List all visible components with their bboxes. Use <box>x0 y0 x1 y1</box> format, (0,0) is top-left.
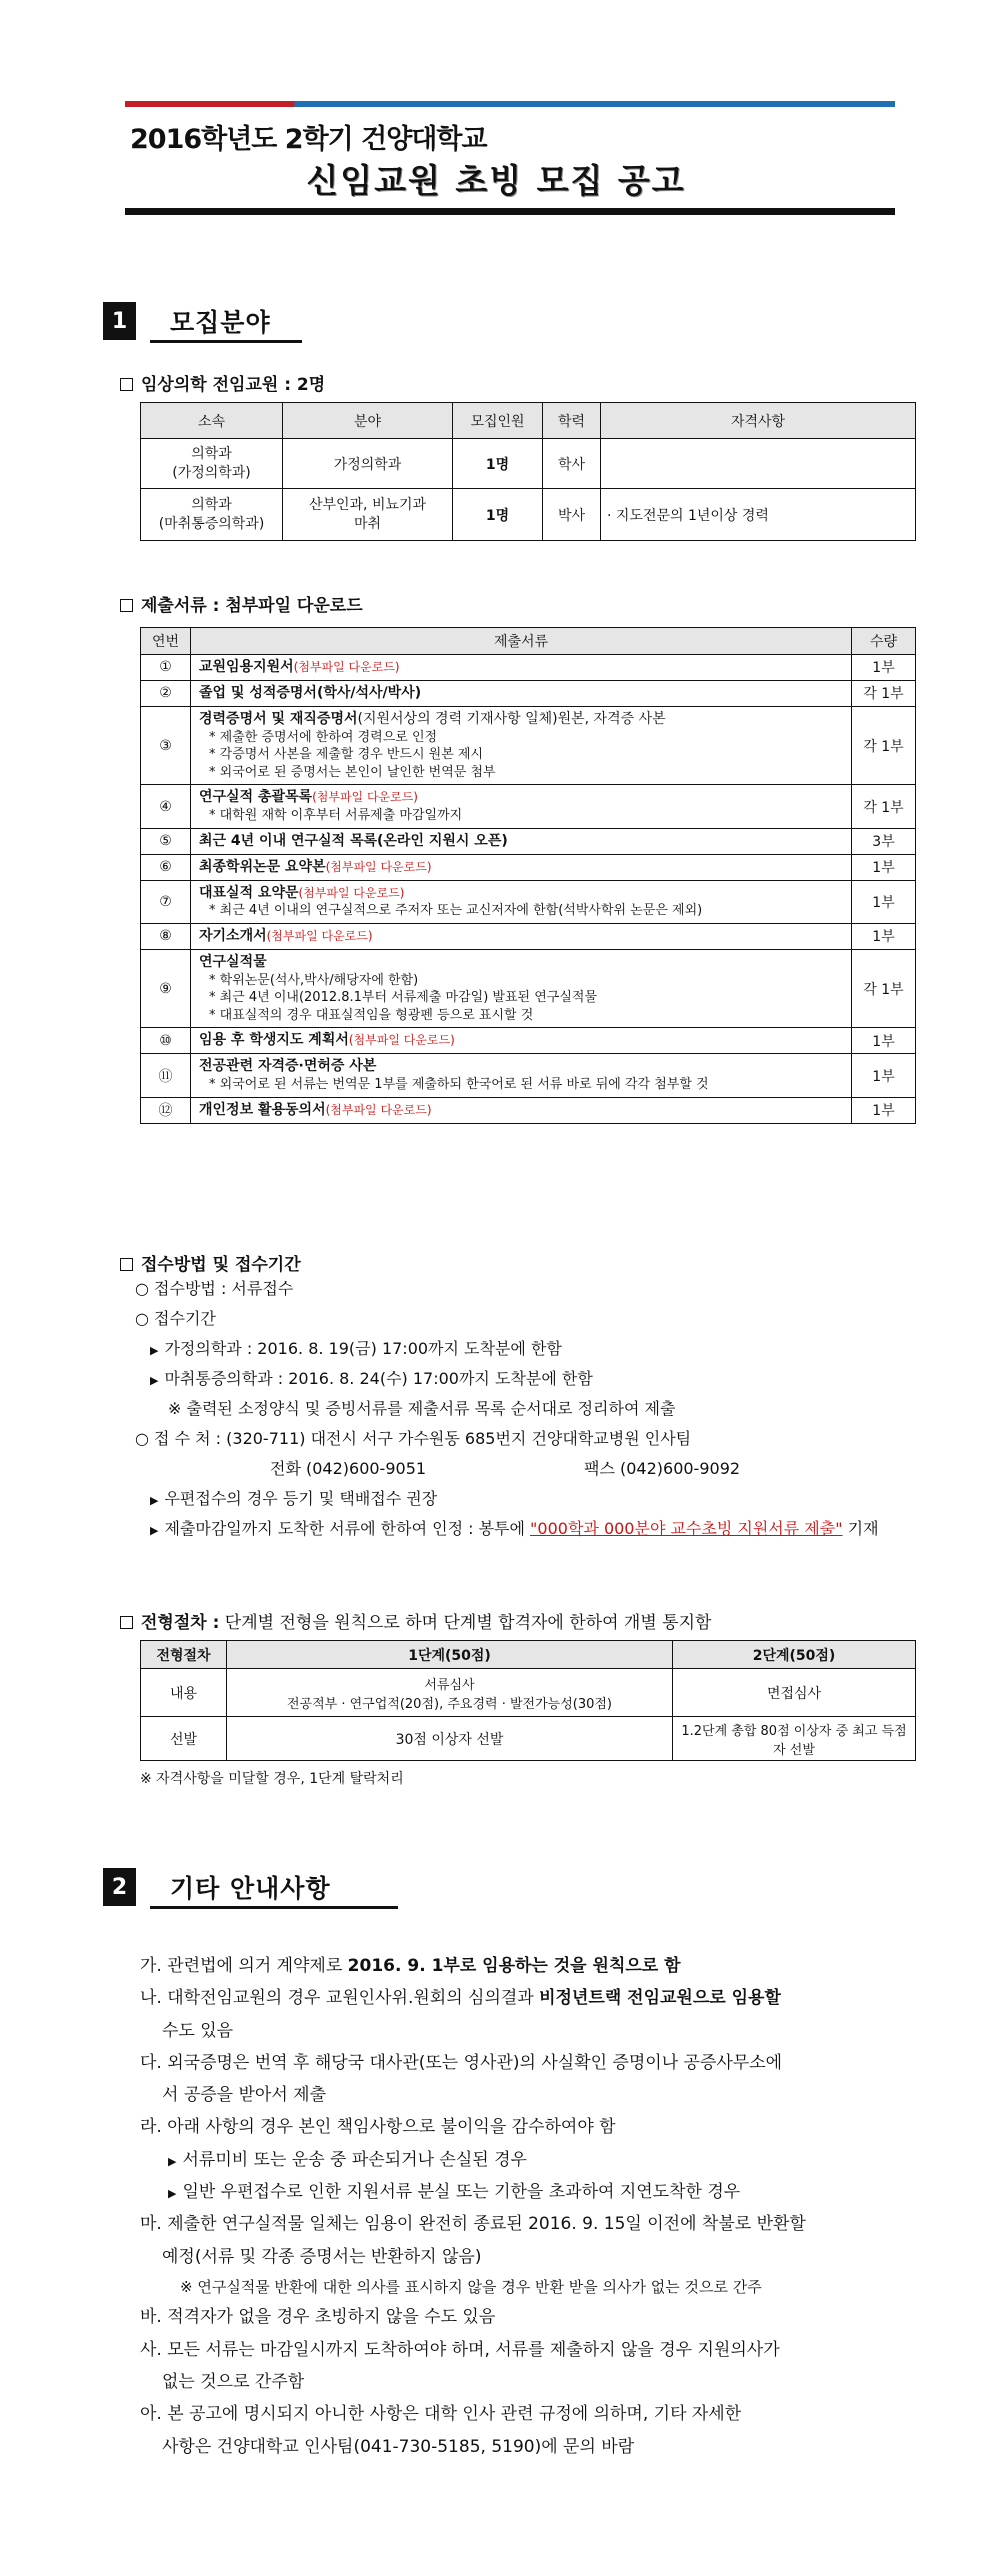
doc-title: 최근 4년 이내 연구실적 목록(온라인 지원시 오픈) <box>199 832 508 849</box>
etc-item-sa: 사. 모든 서류는 마감일시까지 도착하여야 하며, 서류를 제출하지 않을 경우 지원의사가 <box>140 2339 780 2360</box>
col-header: 모집인원 <box>453 403 543 439</box>
apply-period-note: ※ 출력된 소정양식 및 증빙서류를 제출서류 목록 순서대로 정리하여 제출 <box>168 1399 676 1418</box>
header-top-bar <box>125 101 895 107</box>
doc-title: 자기소개서 <box>199 927 267 944</box>
row-number: ⑤ <box>141 828 191 854</box>
doc-note: * 대표실적의 경우 대표실적임을 형광펜 등으로 표시할 것 <box>209 1007 534 1023</box>
doc-title: 전공관련 자격증·면허증 사본 <box>199 1058 377 1075</box>
apply-period-1: ▶ 가정의학과 : 2016. 8. 19(금) 17:00까지 도착분에 한함 <box>150 1339 562 1358</box>
doc-note: * 각증명서 사본을 제출할 경우 반드시 원본 제시 <box>209 747 484 763</box>
table-row <box>141 923 916 949</box>
doc-title: 개인정보 활용동의서 <box>199 1101 326 1118</box>
etc-item-a: 아. 본 공고에 명시되지 아니한 사항은 대학 인사 관련 규정에 의하며, 기타 자세한 <box>140 2404 742 2425</box>
recruit-heading: 임상의학 전임교원 : 2명 <box>120 370 325 395</box>
download-link[interactable]: (첨부파일 다운로드) <box>312 790 418 805</box>
download-link[interactable]: (첨부파일 다운로드) <box>293 660 400 674</box>
table-cell: 1명 <box>453 439 543 489</box>
triangle-bullet-icon: ▶ <box>150 1344 159 1357</box>
etc-item-ra: 라. 아래 사항의 경우 본인 책임사항으로 불이익을 감수하여야 함 <box>140 2117 616 2138</box>
doc-note: * 제출한 증명서에 한하여 경력으로 인정 <box>209 729 438 745</box>
table-row <box>141 706 916 785</box>
apply-fax: 팩스 (042)600-9092 <box>584 1459 741 1478</box>
docs-table <box>140 627 916 1124</box>
triangle-bullet-icon: ▶ <box>150 1524 159 1537</box>
row-number: ⑩ <box>141 1028 191 1054</box>
doc-quantity: 각 1부 <box>852 706 916 785</box>
doc-quantity: 1부 <box>852 1054 916 1097</box>
triangle-bullet-icon: ▶ <box>150 1374 159 1387</box>
etc-item-ma-cont: 예정(서류 및 각종 증명서는 반환하지 않음) <box>162 2246 482 2267</box>
apply-period-2: ▶ 마취통증의학과 : 2016. 8. 24(수) 17:00까지 도착분에 한함 <box>150 1369 593 1388</box>
doc-quantity: 1부 <box>852 1097 916 1123</box>
doc-quantity: 1부 <box>852 880 916 923</box>
table-row <box>141 1097 916 1123</box>
table-row <box>141 680 916 706</box>
table-cell: 학사 <box>543 439 601 489</box>
table-cell: 가정의학과 <box>283 439 453 489</box>
table-cell: 1명 <box>453 489 543 541</box>
doc-title: 연구실적 총괄목록 <box>199 789 313 806</box>
etc-item-da-cont: 서 공증을 받아서 제출 <box>162 2085 327 2106</box>
download-link[interactable]: (첨부파일 다운로드) <box>325 1102 432 1117</box>
doc-quantity: 1부 <box>852 655 916 681</box>
doc-extra: (지원서상의 경력 기재사항 일체)원본, 자격증 사본 <box>357 710 666 727</box>
doc-quantity: 1부 <box>852 923 916 949</box>
row-number: ② <box>141 680 191 706</box>
doc-item <box>191 680 852 706</box>
process-heading: 전형절차 : 단계별 전형을 원칙으로 하며 단계별 합격자에 한하여 개별 통지함 <box>120 1608 711 1633</box>
etc-item-da: 다. 외국증명은 번역 후 해당국 대사관(또는 영사관)의 사실확인 증명이나 공증사무소에 <box>140 2052 783 2073</box>
table-cell: 서류심사 전공적부 · 연구업적(20점), 주요경력 · 발전가능성(30점) <box>227 1669 673 1717</box>
row-number: ④ <box>141 785 191 828</box>
table-cell: 선발 <box>141 1717 227 1761</box>
apply-tel: 전화 (042)600-9051 <box>270 1459 427 1478</box>
section-1-title: 모집분야 <box>170 308 271 337</box>
row-number: ⑦ <box>141 880 191 923</box>
row-number: ⑧ <box>141 923 191 949</box>
etc-item-ma-note: ※ 연구실적물 반환에 대한 의사를 표시하지 않을 경우 반환 받을 의사가 없는 것으로 간주 <box>180 2277 762 2296</box>
recruit-table <box>140 402 916 541</box>
etc-item-ga: 가. 관련법에 의거 계약제로 2016. 9. 1부로 임용하는 것을 원칙으로 함 <box>140 1956 681 1976</box>
doc-title: 대표실적 요약문 <box>199 884 299 901</box>
row-number: ⑪ <box>141 1054 191 1097</box>
triangle-bullet-icon: ▶ <box>150 1494 159 1507</box>
table-cell <box>601 439 916 489</box>
doc-note: * 외국어로 된 증명서는 본인이 날인한 번역문 첨부 <box>209 764 496 780</box>
table-cell: 박사 <box>543 489 601 541</box>
apply-bullet-1: ▶ 우편접수의 경우 등기 및 택배접수 권장 <box>150 1489 438 1508</box>
col-header: 연번 <box>141 628 191 655</box>
download-link[interactable]: (첨부파일 다운로드) <box>298 885 405 900</box>
row-number: ⑫ <box>141 1097 191 1123</box>
triangle-bullet-icon: ▶ <box>168 2187 177 2201</box>
apply-period: ○ 접수기간 <box>135 1309 216 1328</box>
etc-item-ba: 바. 적격자가 없을 경우 초빙하지 않을 수도 있음 <box>140 2307 496 2328</box>
doc-note: * 학위논문(석사,박사/해당자에 한함) <box>209 972 419 988</box>
doc-quantity: 3부 <box>852 828 916 854</box>
section-2-number: 2 <box>103 1868 136 1906</box>
table-cell: 산부인과, 비뇨기과 마취 <box>283 489 453 541</box>
section-1-underline <box>150 340 302 343</box>
apply-method: ○ 접수방법 : 서류접수 <box>135 1279 294 1298</box>
doc-title: 임용 후 학생지도 계획서 <box>199 1032 349 1049</box>
table-row <box>141 785 916 828</box>
doc-item <box>191 706 852 785</box>
etc-item-sa-cont: 없는 것으로 간주함 <box>162 2372 305 2393</box>
checkbox-icon <box>120 1616 133 1629</box>
table-row <box>141 854 916 880</box>
table-cell: 면접심사 <box>673 1669 916 1717</box>
header-main-title: 신임교원 초빙 모집 공고 <box>306 161 686 200</box>
table-cell: 30점 이상자 선발 <box>227 1717 673 1761</box>
checkbox-icon <box>120 1258 133 1271</box>
etc-item-na: 나. 대학전임교원의 경우 교원인사위.원회의 심의결과 비정년트랙 전임교원으로 임용할 <box>140 1988 781 2009</box>
doc-quantity: 각 1부 <box>852 680 916 706</box>
doc-quantity: 각 1부 <box>852 785 916 828</box>
doc-item <box>191 1097 852 1123</box>
table-cell: · 지도전문의 1년이상 경력 <box>601 489 916 541</box>
etc-item-na-cont: 수도 있음 <box>162 2020 234 2041</box>
table-row <box>141 1054 916 1097</box>
etc-item-ra-1: ▶ 서류미비 또는 운송 중 파손되거나 손실된 경우 <box>168 2149 527 2170</box>
doc-item <box>191 1054 852 1097</box>
section-1-number: 1 <box>103 302 136 340</box>
section-2-title: 기타 안내사항 <box>170 1874 331 1903</box>
process-table <box>140 1640 916 1761</box>
row-number: ⑨ <box>141 949 191 1028</box>
row-number: ③ <box>141 706 191 785</box>
download-link[interactable]: (첨부파일 다운로드) <box>266 928 373 943</box>
col-header: 제출서류 <box>191 628 852 655</box>
apply-heading: 접수방법 및 접수기간 <box>120 1250 301 1275</box>
doc-item <box>191 880 852 923</box>
process-note: ※ 자격사항을 미달할 경우, 1단계 탈락처리 <box>140 1771 404 1787</box>
header-year-title: 2016학년도 2학기 건양대학교 <box>130 124 487 155</box>
docs-heading: 제출서류 : 첨부파일 다운로드 <box>120 591 363 616</box>
table-cell: 의학과 (가정의학과) <box>141 439 283 489</box>
doc-title: 졸업 및 성적증명서(학사/석사/박사) <box>199 684 422 701</box>
doc-note: * 최근 4년 이내(2012.8.1부터 서류제출 마감일) 발표된 연구실적물 <box>209 990 598 1006</box>
checkbox-icon <box>120 599 133 612</box>
apply-bullet-2: ▶ 제출마감일까지 도착한 서류에 한하여 인정 : 봉투에 "000학과 000분야 교수초빙 지원서류 제출" 기재 <box>150 1519 879 1538</box>
doc-title: 경력증명서 및 재직증명서 <box>199 710 358 727</box>
col-header: 전형절차 <box>141 1641 227 1669</box>
etc-list <box>140 1950 940 2463</box>
doc-quantity: 각 1부 <box>852 949 916 1028</box>
doc-note: * 외국어로 된 서류는 번역문 1부를 제출하되 한국어로 된 서류 바로 뒤에 각각 첨부할 것 <box>209 1077 709 1093</box>
table-row <box>141 655 916 681</box>
doc-title: 연구실적물 <box>199 953 267 970</box>
row-number: ⑥ <box>141 854 191 880</box>
doc-item <box>191 949 852 1028</box>
doc-item <box>191 785 852 828</box>
col-header: 자격사항 <box>601 403 916 439</box>
doc-title: 최종학위논문 요약본 <box>199 858 326 875</box>
checkbox-icon <box>120 378 133 391</box>
doc-note: * 최근 4년 이내의 연구실적으로 주저자 또는 교신저자에 한함(석박사학위 논문은 제외) <box>209 903 703 919</box>
table-cell: 1.2단계 총합 80점 이상자 중 최고 득점자 선발 <box>673 1717 916 1761</box>
table-row <box>141 1028 916 1054</box>
etc-item-ma: 마. 제출한 연구실적물 일체는 임용이 완전히 종료된 2016. 9. 15일 이전에 착불로 반환할 <box>140 2214 806 2235</box>
doc-title: 교원임용지원서 <box>199 659 294 675</box>
download-link[interactable]: (첨부파일 다운로드) <box>348 1033 455 1048</box>
doc-item <box>191 655 852 681</box>
doc-item <box>191 923 852 949</box>
doc-quantity: 1부 <box>852 1028 916 1054</box>
etc-item-a-cont: 사항은 건양대학교 인사팀(041-730-5185, 5190)에 문의 바람 <box>162 2436 635 2457</box>
col-header: 분야 <box>283 403 453 439</box>
triangle-bullet-icon: ▶ <box>168 2154 177 2168</box>
download-link[interactable]: (첨부파일 다운로드) <box>325 859 432 874</box>
doc-item <box>191 854 852 880</box>
table-cell: 내용 <box>141 1669 227 1717</box>
table-row <box>141 880 916 923</box>
etc-item-ra-2: ▶ 일반 우편접수로 인한 지원서류 분실 또는 기한을 초과하여 지연도착한 경우 <box>168 2182 741 2203</box>
doc-item <box>191 1028 852 1054</box>
doc-item <box>191 828 852 854</box>
table-row <box>141 949 916 1028</box>
col-header: 소속 <box>141 403 283 439</box>
col-header: 학력 <box>543 403 601 439</box>
row-number: ① <box>141 655 191 681</box>
col-header: 2단계(50점) <box>673 1641 916 1669</box>
header-bottom-bar <box>125 208 895 215</box>
section-2-underline <box>150 1906 398 1909</box>
col-header: 1단계(50점) <box>227 1641 673 1669</box>
apply-address: ○ 접 수 처 : (320-711) 대전시 서구 가수원동 685번지 건양대학교병원 인사팀 <box>135 1429 692 1448</box>
table-cell: 의학과 (마취통증의학과) <box>141 489 283 541</box>
doc-note: * 대학원 재학 이후부터 서류제출 마감일까지 <box>209 808 463 824</box>
table-row <box>141 828 916 854</box>
doc-quantity: 1부 <box>852 854 916 880</box>
col-header: 수량 <box>852 628 916 655</box>
